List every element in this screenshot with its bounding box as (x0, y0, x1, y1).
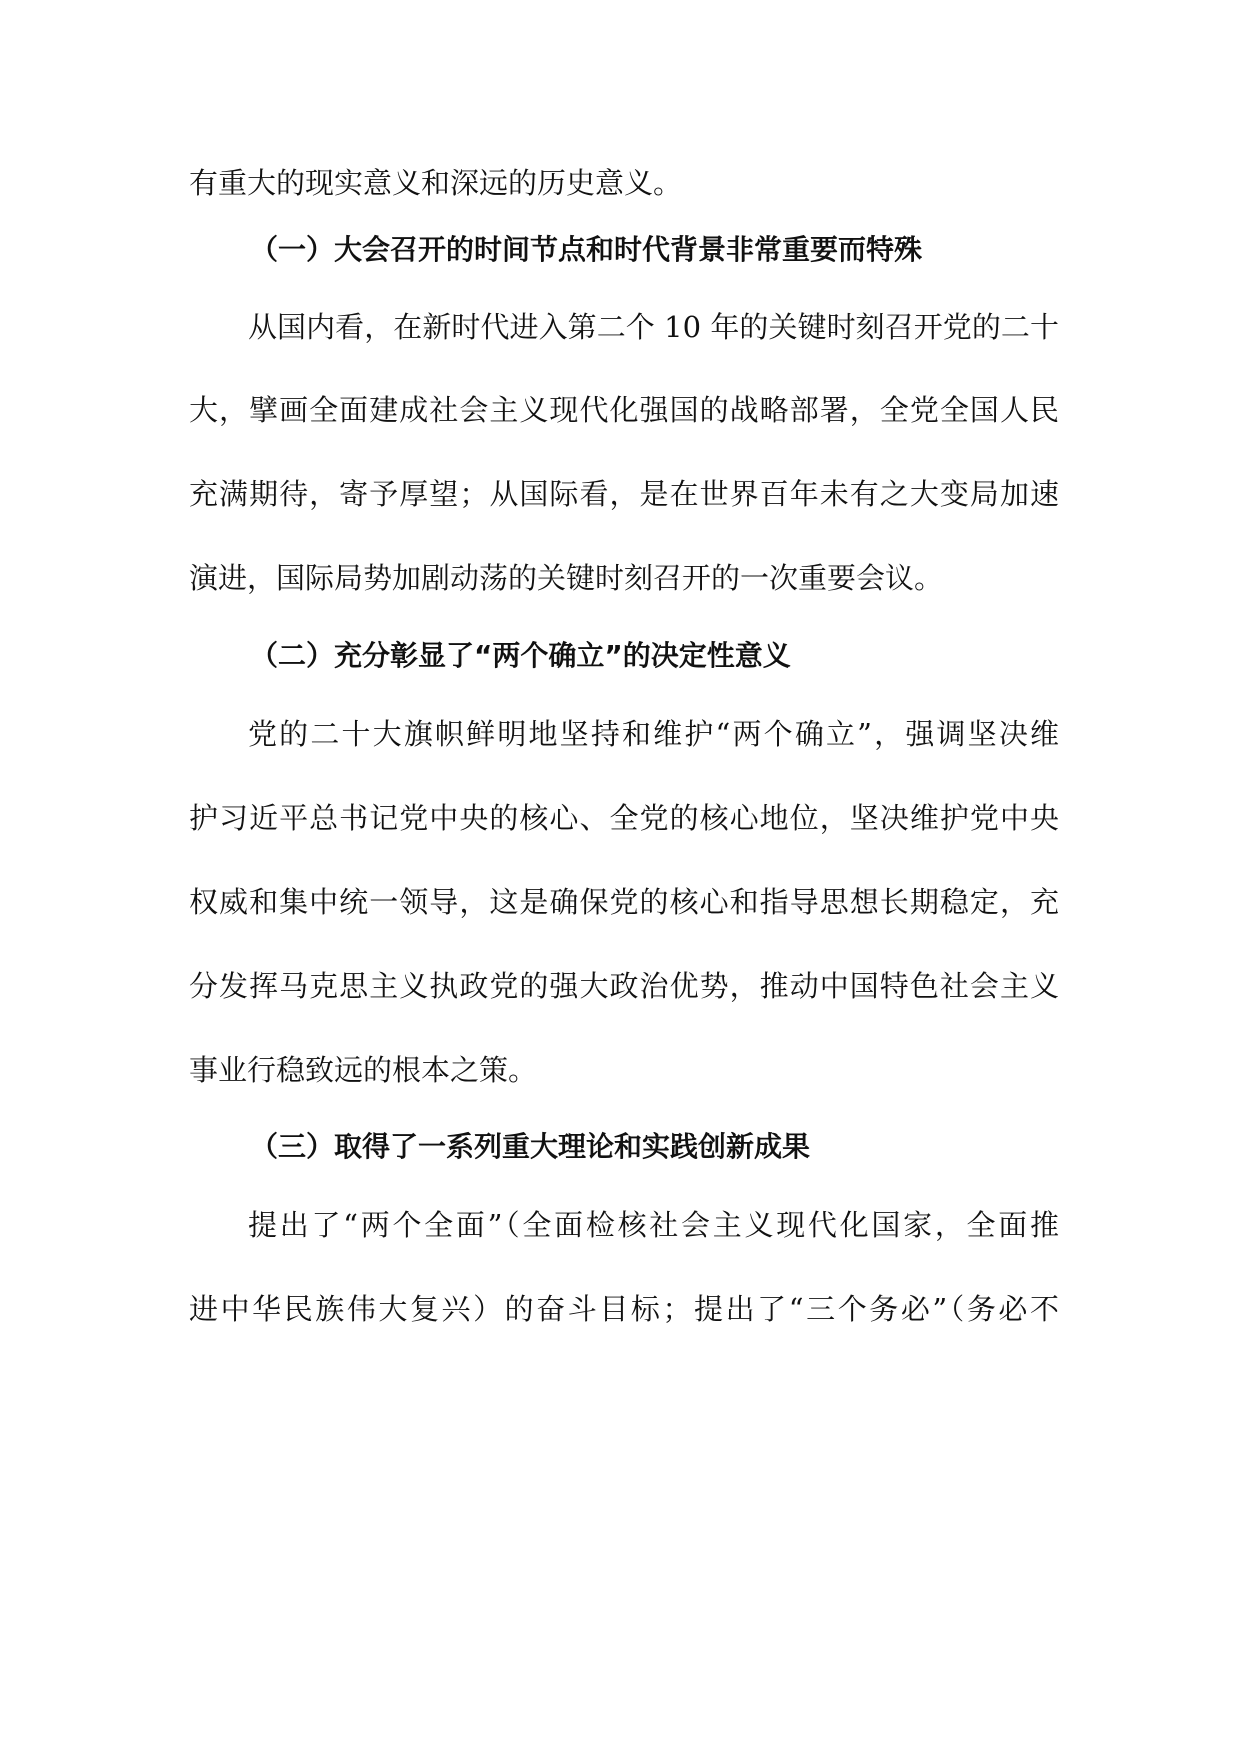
paragraph-line: 从国内看，在新时代进入第二个 10 年的关键时刻召开党的二十 (248, 310, 1059, 344)
section-heading-2: （二）充分彰显了“两个确立”的决定性意义 (250, 639, 791, 672)
paragraph-line: 事业行稳致远的根本之策。 (189, 1053, 538, 1087)
paragraph-line: 大，擘画全面建成社会主义现代化强国的战略部署，全党全国人民 (189, 393, 1059, 427)
paragraph-line: 有重大的现实意义和深远的历史意义。 (189, 166, 683, 200)
section-heading-3: （三）取得了一系列重大理论和实践创新成果 (250, 1130, 811, 1163)
paragraph-line: 进中华民族伟大复兴）的奋斗目标；提出了“三个务必”（务必不 (189, 1292, 1059, 1326)
paragraph-line: 充满期待，寄予厚望；从国际看，是在世界百年未有之大变局加速 (189, 477, 1059, 511)
paragraph-line: 党的二十大旗帜鲜明地坚持和维护“两个确立”，强调坚决维 (248, 717, 1059, 751)
paragraph-line: 演进，国际局势加剧动荡的关键时刻召开的一次重要会议。 (189, 561, 944, 595)
paragraph-line: 权威和集中统一领导，这是确保党的核心和指导思想长期稳定，充 (189, 885, 1059, 919)
section-heading-1: （一）大会召开的时间节点和时代背景非常重要而特殊 (250, 233, 923, 266)
paragraph-line: 护习近平总书记党中央的核心、全党的核心地位，坚决维护党中央 (189, 801, 1059, 835)
paragraph-line: 分发挥马克思主义执政党的强大政治优势，推动中国特色社会主义 (189, 969, 1059, 1003)
paragraph-line: 提出了“两个全面”（全面检核社会主义现代化国家，全面推 (248, 1208, 1059, 1242)
